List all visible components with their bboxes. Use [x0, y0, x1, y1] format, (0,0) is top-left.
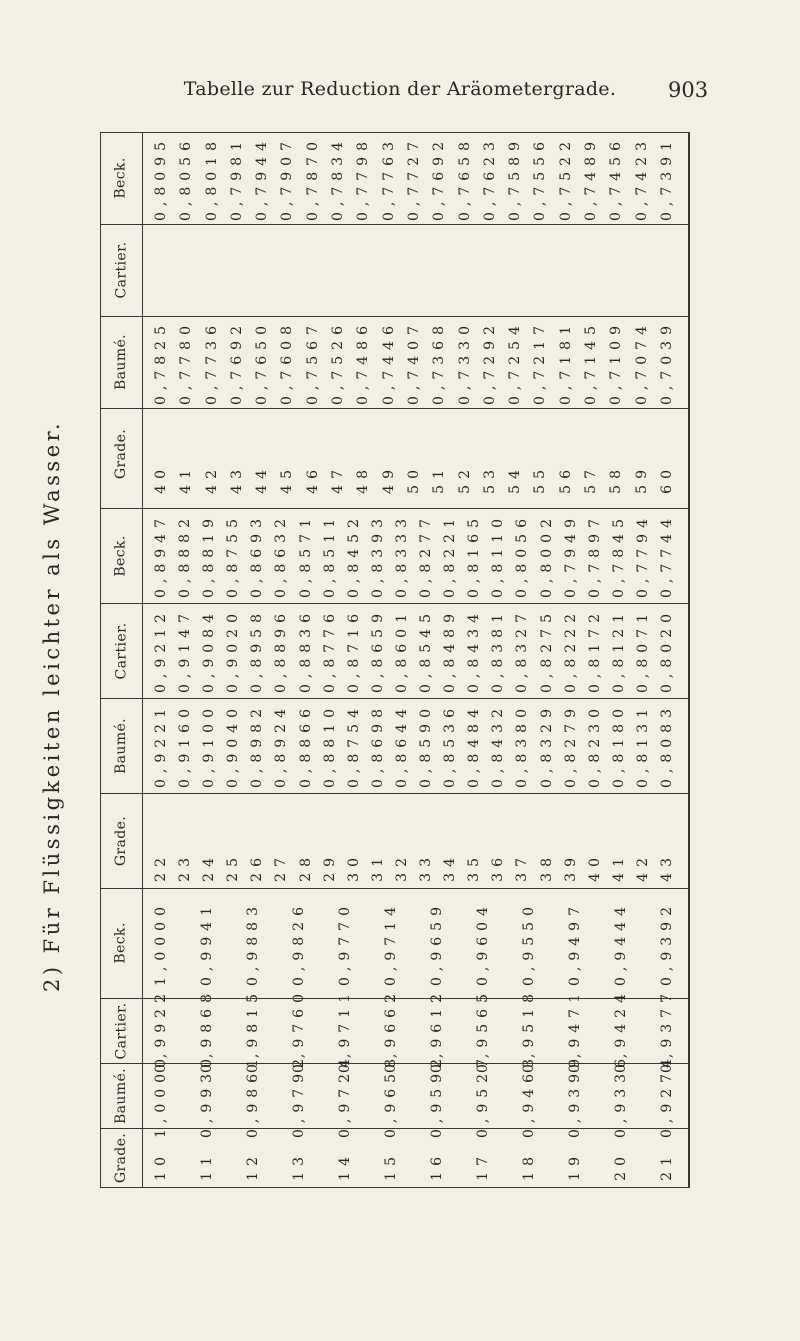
- table-cell: 48: [355, 464, 372, 494]
- table-cell: 0,7825: [153, 319, 169, 405]
- value-row-grade: [154, 799, 674, 882]
- table-cell: 0,9922: [153, 988, 169, 1073]
- table-cell: 0,8571: [297, 513, 314, 598]
- table-cell: 35: [466, 852, 483, 882]
- table-cell: 45: [279, 464, 296, 494]
- column-header-label: Cartier.: [113, 622, 130, 679]
- table-cell: 23: [177, 852, 194, 882]
- table-cell: 0,8590: [418, 703, 435, 788]
- table-cell: 29: [321, 852, 338, 882]
- table-cell: 38: [538, 852, 555, 882]
- table-cell: 59: [633, 464, 650, 494]
- table-cell: 32: [393, 852, 410, 882]
- table-cell: 0,8644: [393, 703, 410, 788]
- column-header-baume: [106, 1063, 136, 1128]
- table-cell: 0,9868: [199, 988, 215, 1073]
- table-cell: 0,8632: [273, 513, 290, 598]
- table-cell: 0,9861: [245, 1053, 261, 1138]
- value-row-baume: [154, 704, 674, 787]
- table-cell: 0,9930: [199, 1053, 215, 1138]
- table-cell: 0,8776: [321, 608, 338, 693]
- table-cell: 0,9792: [291, 1053, 307, 1138]
- table-cell: 49: [380, 464, 397, 494]
- column-header-cartier: [106, 998, 136, 1063]
- table-cell: 0,8489: [442, 608, 459, 693]
- table-cell: 0,8165: [466, 513, 483, 598]
- value-row-baume: [153, 1053, 675, 1138]
- table-cell: 0,8056: [178, 135, 195, 221]
- column-header-label: Beck.: [113, 922, 130, 964]
- right-rule: [688, 132, 690, 1187]
- column-header-label: Grade.: [113, 815, 130, 866]
- table-cell: 20: [613, 1151, 629, 1181]
- column-header-label: Baumé.: [113, 1067, 129, 1124]
- table-cell: 30: [345, 852, 362, 882]
- table-cell: 51: [431, 464, 448, 494]
- table-cell: 0,7181: [557, 319, 574, 405]
- table-cell: 0,8381: [490, 608, 507, 693]
- table-cell: 55: [532, 464, 549, 494]
- table-cell: 0,9826: [291, 900, 307, 986]
- table-cell: 0,7522: [557, 135, 574, 221]
- table-cell: 0,8882: [177, 513, 194, 598]
- table-cell: 27: [273, 852, 290, 882]
- table-cell: 40: [586, 852, 603, 882]
- table-cell: 0,8230: [586, 703, 603, 788]
- table-cell: 18: [521, 1151, 537, 1181]
- table-cell: 0,8131: [634, 703, 651, 788]
- row-rule: [100, 698, 690, 699]
- table-cell: 0,9463: [521, 1053, 537, 1138]
- table-cell: 53: [481, 464, 498, 494]
- table-cell: 0,8896: [273, 608, 290, 693]
- table-cell: 0,7763: [380, 135, 397, 221]
- table-cell: 0,8716: [345, 608, 362, 693]
- header-column-rule: [142, 132, 143, 1187]
- table-cell: 28: [297, 852, 314, 882]
- table-cell: 0,8275: [538, 608, 555, 693]
- table-cell: 0,7727: [405, 135, 422, 221]
- table-cell: 0,7692: [431, 135, 448, 221]
- bottom-rule: [100, 1187, 690, 1188]
- table-cell: 0,8536: [442, 703, 459, 788]
- table-cell: 0,7944: [254, 135, 271, 221]
- table-cell: 0,7780: [178, 319, 195, 405]
- table-cell: 0,8095: [153, 135, 169, 221]
- top-rule: [100, 132, 690, 133]
- table-cell: 0,9815: [245, 988, 261, 1073]
- table-cell: 0,7407: [405, 319, 422, 405]
- table-cell: 0,9565: [475, 988, 491, 1073]
- row-rule: [100, 603, 690, 604]
- table-cell: 0,8958: [249, 608, 266, 693]
- table-cell: 46: [304, 464, 321, 494]
- table-cell: 0,7623: [481, 135, 498, 221]
- table-cell: 0,7589: [507, 135, 524, 221]
- left-rule: [100, 132, 101, 1187]
- table-cell: 0,8810: [321, 703, 338, 788]
- table-cell: 0,8110: [490, 513, 507, 598]
- table-cell: 56: [557, 464, 574, 494]
- table-cell: 42: [203, 464, 220, 494]
- column-header-label: Cartier.: [113, 241, 130, 299]
- table-cell: 0,7446: [380, 319, 397, 405]
- table-cell: 0,8432: [490, 703, 507, 788]
- table-cell: 0,9100: [201, 703, 218, 788]
- table-cell: 0,7794: [634, 513, 651, 598]
- table-cell: 21: [659, 1151, 675, 1181]
- table-cell: 0,7074: [633, 319, 650, 405]
- table-cell: 0,9147: [177, 608, 194, 693]
- column-header-grade: [106, 1128, 136, 1187]
- column-header-baume: [106, 698, 136, 793]
- table-cell: 0,8020: [658, 608, 675, 693]
- table-cell: 0,7292: [481, 319, 498, 405]
- table-cell: 0,8693: [249, 513, 266, 598]
- table-cell: 0,8329: [538, 703, 555, 788]
- column-header-beck: [106, 132, 136, 224]
- table-cell: 60: [658, 464, 675, 494]
- table-cell: 0,9527: [475, 1053, 491, 1138]
- table-cell: 0,8056: [514, 513, 531, 598]
- table-cell: 0,9444: [613, 900, 629, 986]
- column-header-cartier: [106, 603, 136, 698]
- table-cell: 0,9658: [383, 1053, 399, 1138]
- table-cell: 0,9711: [337, 988, 353, 1073]
- table-cell: 0,8819: [201, 513, 218, 598]
- table-cell: 0,8393: [369, 513, 386, 598]
- table-cell: 0,7897: [586, 513, 603, 598]
- column-header-label: Beck.: [113, 534, 130, 577]
- column-header-label: Grade.: [113, 1132, 130, 1183]
- table-cell: 15: [383, 1151, 399, 1181]
- column-header-label: Baumé.: [113, 333, 129, 391]
- table-cell: 0,7798: [355, 135, 372, 221]
- table-cell: 36: [490, 852, 507, 882]
- table-cell: 0,7949: [562, 513, 579, 598]
- table-cell: 0,9274: [659, 1053, 675, 1138]
- table-cell: 0,9160: [177, 703, 194, 788]
- table-cell: 0,9770: [337, 900, 353, 986]
- table-cell: 0,9714: [383, 900, 399, 986]
- table-cell: 0,9399: [567, 1053, 583, 1138]
- table-cell: 0,8121: [610, 608, 627, 693]
- column-header-beck: [106, 508, 136, 603]
- table-cell: 0,7109: [608, 319, 625, 405]
- value-row-beck: [153, 135, 675, 221]
- table-cell: 0,9518: [521, 988, 537, 1073]
- page-number: 903: [668, 78, 709, 102]
- table-cell: 0,9592: [429, 1053, 445, 1138]
- table-cell: 0,9497: [567, 900, 583, 986]
- table-cell: 0,9020: [225, 608, 242, 693]
- table-cell: 0,7567: [304, 319, 321, 405]
- table-cell: 34: [442, 852, 459, 882]
- table-cell: 0,9424: [613, 988, 629, 1073]
- row-rule: [100, 224, 690, 225]
- table-cell: 33: [418, 852, 435, 882]
- table-cell: 58: [608, 464, 625, 494]
- column-header-label: Baumé.: [113, 717, 129, 774]
- table-cell: 0,7692: [228, 319, 245, 405]
- row-rule: [100, 1128, 690, 1129]
- table-cell: 0,7391: [658, 135, 675, 221]
- table-cell: 0,7254: [507, 319, 524, 405]
- side-title: 2) Für Flüssigkeiten leichter als Wasser.: [40, 419, 64, 993]
- running-head: Tabelle zur Reduction der Aräometergrade.: [183, 78, 617, 100]
- table-cell: 0,9550: [521, 900, 537, 986]
- table-cell: 10: [153, 1151, 169, 1181]
- table-cell: 0,9612: [429, 988, 445, 1073]
- table-cell: 37: [514, 852, 531, 882]
- table-cell: 0,8002: [538, 513, 555, 598]
- table-cell: 0,8754: [345, 703, 362, 788]
- column-header-label: Beck.: [113, 157, 130, 199]
- table-cell: 31: [369, 852, 386, 882]
- table-cell: 0,9760: [291, 988, 307, 1073]
- table-cell: 47: [330, 464, 347, 494]
- table-cell: 50: [405, 464, 422, 494]
- column-header-cartier: [106, 224, 136, 316]
- table-cell: 40: [153, 464, 169, 494]
- table-cell: 0,7650: [254, 319, 271, 405]
- table-cell: 24: [201, 852, 218, 882]
- table-cell: 0,8083: [658, 703, 675, 788]
- table-cell: 0,7217: [532, 319, 549, 405]
- table-cell: 0,9084: [201, 608, 218, 693]
- table-cell: 0,9392: [659, 900, 675, 986]
- table-cell: 0,8380: [514, 703, 531, 788]
- column-header-grade: [106, 408, 136, 500]
- table-cell: 0,8327: [514, 608, 531, 693]
- table-cell: 0,8659: [369, 608, 386, 693]
- table-cell: 0,8601: [393, 608, 410, 693]
- table-cell: 0,9336: [613, 1053, 629, 1138]
- table-cell: 0,9662: [383, 988, 399, 1073]
- table-cell: 57: [583, 464, 600, 494]
- table-cell: 54: [507, 464, 524, 494]
- table-cell: 0,8333: [393, 513, 410, 598]
- table-cell: 0,7456: [608, 135, 625, 221]
- value-row-cartier: [154, 609, 674, 692]
- table-cell: 0,9883: [245, 900, 261, 986]
- column-header-beck: [106, 888, 136, 998]
- table-cell: 0,8452: [345, 513, 362, 598]
- value-row-cartier: [154, 230, 674, 310]
- table-cell: 1,0000: [153, 1053, 169, 1138]
- table-cell: 0,8277: [418, 513, 435, 598]
- value-row-grade: [154, 1134, 674, 1181]
- table-cell: 14: [337, 1151, 353, 1181]
- table-cell: 0,8982: [249, 703, 266, 788]
- table-cell: 0,8755: [225, 513, 242, 598]
- row-rule: [100, 316, 690, 317]
- value-row-beck: [154, 894, 674, 992]
- table-cell: 44: [254, 464, 271, 494]
- table-cell: 0,7845: [610, 513, 627, 598]
- table-cell: 0,7039: [658, 319, 675, 405]
- table-cell: 0,7834: [330, 135, 347, 221]
- table-cell: 0,7744: [658, 513, 675, 598]
- table-cell: 0,7556: [532, 135, 549, 221]
- table-cell: 0,7736: [203, 319, 220, 405]
- table-cell: 0,8947: [153, 513, 169, 598]
- table-cell: 0,8866: [297, 703, 314, 788]
- table-cell: 0,9221: [153, 703, 169, 788]
- row-rule: [100, 508, 690, 509]
- table-cell: 0,7368: [431, 319, 448, 405]
- table-cell: 25: [225, 852, 242, 882]
- table-cell: 0,7907: [279, 135, 296, 221]
- table-cell: 0,8071: [634, 608, 651, 693]
- value-row-cartier: [153, 988, 675, 1073]
- row-rule: [100, 408, 690, 409]
- table-cell: 11: [199, 1151, 215, 1181]
- table-cell: 0,8698: [369, 703, 386, 788]
- table-cell: 0,9604: [475, 900, 491, 986]
- table-cell: 0,7423: [633, 135, 650, 221]
- value-row-beck: [154, 514, 674, 597]
- row-rule: [100, 888, 690, 889]
- table-cell: 0,7330: [456, 319, 473, 405]
- value-row-grade: [154, 414, 674, 494]
- column-header-baume: [106, 316, 136, 408]
- table-cell: 0,8172: [586, 608, 603, 693]
- table-cell: 1,0000: [153, 900, 169, 986]
- table-cell: 0,8511: [321, 513, 338, 598]
- table-cell: 16: [429, 1151, 445, 1181]
- table-cell: 0,7981: [228, 135, 245, 221]
- table-cell: 0,9659: [429, 900, 445, 986]
- table-cell: 0,7658: [456, 135, 473, 221]
- table-cell: 0,9212: [153, 608, 169, 693]
- table-cell: 0,8434: [466, 608, 483, 693]
- column-header-label: Grade.: [113, 428, 130, 480]
- row-rule: [100, 793, 690, 794]
- table-cell: 13: [291, 1151, 307, 1181]
- table-cell: 0,8180: [610, 703, 627, 788]
- table-cell: 0,9724: [337, 1053, 353, 1138]
- table-cell: 0,7608: [279, 319, 296, 405]
- table-cell: 0,9040: [225, 703, 242, 788]
- table-cell: 17: [475, 1151, 491, 1181]
- table-cell: 0,8924: [273, 703, 290, 788]
- table-cell: 0,7870: [304, 135, 321, 221]
- reduction-table: [100, 132, 690, 1187]
- table-cell: 43: [228, 464, 245, 494]
- table-cell: 0,8222: [562, 608, 579, 693]
- table-cell: 0,8279: [562, 703, 579, 788]
- table-cell: 0,9471: [567, 988, 583, 1073]
- table-cell: 19: [567, 1151, 583, 1181]
- column-header-grade: [106, 793, 136, 888]
- table-cell: 43: [658, 852, 675, 882]
- table-cell: 0,8836: [297, 608, 314, 693]
- table-cell: 22: [153, 852, 169, 882]
- table-cell: 0,8545: [418, 608, 435, 693]
- table-cell: 0,7486: [355, 319, 372, 405]
- table-cell: 0,7145: [583, 319, 600, 405]
- table-cell: 0,9941: [199, 900, 215, 986]
- table-cell: 0,9377: [659, 988, 675, 1073]
- table-cell: 0,8221: [442, 513, 459, 598]
- table-cell: 41: [610, 852, 627, 882]
- table-cell: 0,8018: [203, 135, 220, 221]
- column-header-label: Cartier.: [113, 1002, 130, 1059]
- table-cell: 12: [245, 1151, 261, 1181]
- table-cell: 42: [634, 852, 651, 882]
- table-cell: 26: [249, 852, 266, 882]
- table-cell: 39: [562, 852, 579, 882]
- table-cell: 0,8484: [466, 703, 483, 788]
- table-cell: 52: [456, 464, 473, 494]
- table-cell: 0,7526: [330, 319, 347, 405]
- table-cell: 41: [178, 464, 195, 494]
- table-cell: 0,7489: [583, 135, 600, 221]
- value-row-baume: [153, 319, 675, 405]
